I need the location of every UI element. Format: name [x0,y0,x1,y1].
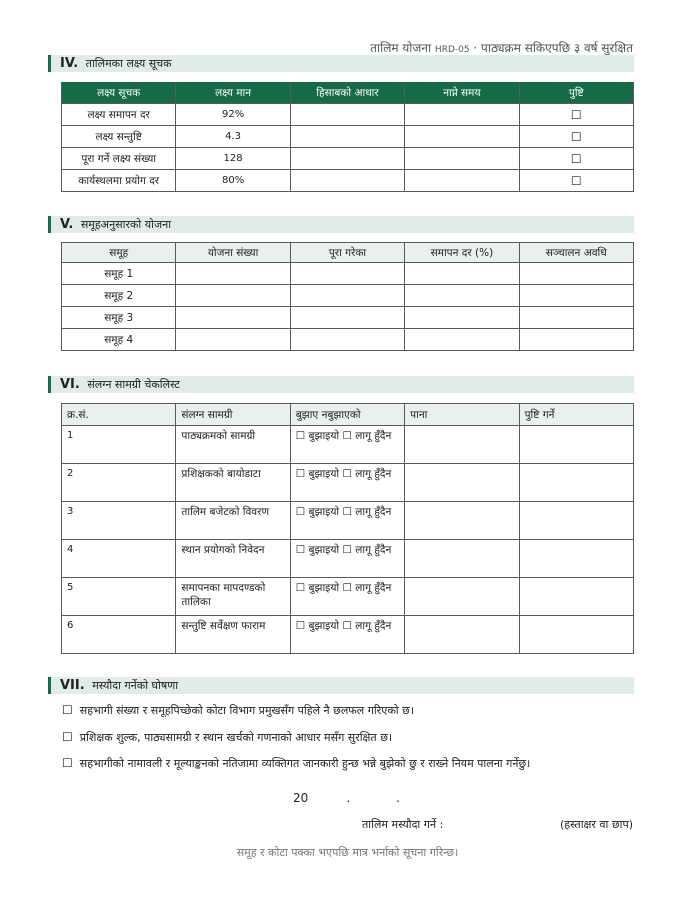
table-row [62,148,634,170]
target-value-cell: 80% [176,170,290,192]
declaration-text: प्रशिक्षक शुल्क, पाठ्यसामग्री र स्थान खर्चको गणनाको आधार मसँग सुरक्षित छ। [79,731,393,744]
table-row [62,126,634,148]
table-row [62,170,634,192]
declaration-checkbox[interactable]: ☐ [62,730,73,744]
indicator-cell: कार्यस्थलमा प्रयोग दर [62,170,176,192]
verifier-cell[interactable] [519,540,633,578]
declaration-item [62,730,392,745]
target-value-cell: 4.3 [176,126,290,148]
section-7-title: मस्यौदा गर्नेको घोषणा [92,679,179,692]
column-header: लक्ष्य सूचक [62,83,176,104]
section-5-heading [48,216,634,233]
column-header: समापन दर (%) [405,243,519,263]
completion-rate-cell[interactable] [405,285,519,307]
section-4-heading [48,55,634,72]
table-row [62,616,634,654]
table-row [62,502,634,540]
table-row [62,104,634,126]
column-header: पाना [405,404,519,426]
measure-time-cell[interactable] [405,170,519,192]
target-indicator-table [61,82,634,192]
submission-status-options[interactable]: ☐ बुझाइयो ☐ लागू हुँदैन [290,540,404,578]
plan-count-cell[interactable] [176,329,290,351]
attachment-name-cell: प्रशिक्षकको बायोडाटा [176,464,290,502]
basis-cell[interactable] [290,126,404,148]
basis-cell[interactable] [290,104,404,126]
header-subtitle: · पाठ्यक्रम सकिएपछि ३ वर्ष सुरक्षित [473,41,633,55]
attachment-name-cell: पाठ्यक्रमको सामग्री [176,426,290,464]
plan-count-cell[interactable] [176,285,290,307]
group-plan-table [61,242,634,351]
column-header: योजना संख्या [176,243,290,263]
table-row [62,263,634,285]
declaration-checkbox[interactable]: ☐ [62,703,73,717]
measure-time-cell[interactable] [405,148,519,170]
verifier-cell[interactable] [519,578,633,616]
table-header-row [62,404,634,426]
verifier-cell[interactable] [519,616,633,654]
declaration-checkbox[interactable]: ☐ [62,756,73,770]
section-4-number: IV. [60,56,79,71]
section-6-heading [48,376,634,393]
column-header: नाप्ने समय [405,83,519,104]
confirm-checkbox[interactable]: ☐ [519,104,633,126]
page-count-cell[interactable] [405,426,519,464]
section-5-title: समूहअनुसारको योजना [80,218,172,231]
column-header: पुष्टि [519,83,633,104]
table-row [62,540,634,578]
plan-count-cell[interactable] [176,307,290,329]
column-header: क्र.सं. [62,404,176,426]
column-header: समूह [62,243,176,263]
page-count-cell[interactable] [405,578,519,616]
page-count-cell[interactable] [405,616,519,654]
serial-number-cell: 6 [62,616,176,654]
serial-number-cell: 1 [62,426,176,464]
completed-cell[interactable] [290,329,404,351]
section-7-number: VII. [60,678,85,693]
table-row [62,307,634,329]
attachment-name-cell: सन्तुष्टि सर्वेक्षण फाराम [176,616,290,654]
table-header-row [62,83,634,104]
attachment-name-cell: समापनका मापदण्डको तालिका [176,578,290,616]
column-header: पूरा गरेका [290,243,404,263]
completed-cell[interactable] [290,263,404,285]
period-cell[interactable] [519,263,633,285]
page-count-cell[interactable] [405,502,519,540]
serial-number-cell: 5 [62,578,176,616]
declaration-item [62,756,530,771]
declaration-text: सहभागी संख्या र समूहपिच्छेको कोटा विभाग प्रमुखसँग पहिले नै छलफल गरिएको छ। [79,704,415,717]
period-cell[interactable] [519,285,633,307]
serial-number-cell: 4 [62,540,176,578]
column-header: सञ्चालन अवधि [519,243,633,263]
table-row [62,285,634,307]
attachment-name-cell: स्थान प्रयोगको निवेदन [176,540,290,578]
completion-rate-cell[interactable] [405,329,519,351]
verifier-cell[interactable] [519,426,633,464]
attachment-checklist-table [61,403,634,654]
completion-rate-cell[interactable] [405,307,519,329]
completed-cell[interactable] [290,307,404,329]
plan-count-cell[interactable] [176,263,290,285]
header-code: HRD-05 [434,45,470,55]
confirm-checkbox[interactable]: ☐ [519,170,633,192]
submission-status-options[interactable]: ☐ बुझाइयो ☐ लागू हुँदैन [290,502,404,540]
table-row [62,578,634,616]
column-header: पुष्टि गर्ने [519,404,633,426]
column-header: संलग्न सामग्री [176,404,290,426]
table-header-row [62,243,634,263]
section-4-title: तालिमका लक्ष्य सूचक [85,57,172,70]
table-row [62,329,634,351]
section-7-heading [48,677,634,694]
indicator-cell: लक्ष्य समापन दर [62,104,176,126]
submission-status-options[interactable]: ☐ बुझाइयो ☐ लागू हुँदैन [290,464,404,502]
section-6-number: VI. [60,377,80,392]
basis-cell[interactable] [290,170,404,192]
indicator-cell: पूरा गर्ने लक्ष्य संख्या [62,148,176,170]
column-header: बुझाए नबुझाएको [290,404,404,426]
table-row [62,426,634,464]
signer-label: तालिम मस्यौदा गर्ने : [362,818,444,831]
confirm-checkbox[interactable]: ☐ [519,148,633,170]
date-field[interactable]: 20 . . [293,791,400,805]
submission-status-options[interactable]: ☐ बुझाइयो ☐ लागू हुँदैन [290,426,404,464]
serial-number-cell: 3 [62,502,176,540]
declaration-item [62,703,414,718]
submission-status-options[interactable]: ☐ बुझाइयो ☐ लागू हुँदैन [290,616,404,654]
confirm-checkbox[interactable]: ☐ [519,126,633,148]
page-count-cell[interactable] [405,540,519,578]
completion-rate-cell[interactable] [405,263,519,285]
footer-note: समूह र कोटा पक्का भएपछि मात्र भर्नाको सूचना गरिन्छ। [236,846,459,859]
verifier-cell[interactable] [519,502,633,540]
group-cell: समूह 4 [62,329,176,351]
column-header: हिसाबको आधार [290,83,404,104]
declaration-text: सहभागीको नामावली र मूल्याङ्कनको नतिजामा व्यक्तिगत जानकारी हुन्छ भन्ने बुझेको छु र राख्ने नियम पालना गर्नेछु। [79,757,531,770]
page-count-cell[interactable] [405,464,519,502]
table-row [62,464,634,502]
measure-time-cell[interactable] [405,104,519,126]
target-value-cell: 128 [176,148,290,170]
group-cell: समूह 1 [62,263,176,285]
header-title: तालिम योजना [370,41,432,55]
section-5-number: V. [60,217,74,232]
completed-cell[interactable] [290,285,404,307]
signature-field[interactable]: (हस्ताक्षर वा छाप) [560,818,633,831]
measure-time-cell[interactable] [405,126,519,148]
serial-number-cell: 2 [62,464,176,502]
group-cell: समूह 3 [62,307,176,329]
period-cell[interactable] [519,307,633,329]
submission-status-options[interactable]: ☐ बुझाइयो ☐ लागू हुँदैन [290,578,404,616]
period-cell[interactable] [519,329,633,351]
section-6-title: संलग्न सामग्री चेकलिस्ट [87,378,180,391]
target-value-cell: 92% [176,104,290,126]
group-cell: समूह 2 [62,285,176,307]
indicator-cell: लक्ष्य सन्तुष्टि [62,126,176,148]
attachment-name-cell: तालिम बजेटको विवरण [176,502,290,540]
running-header [370,39,633,56]
column-header: लक्ष्य मान [176,83,290,104]
verifier-cell[interactable] [519,464,633,502]
basis-cell[interactable] [290,148,404,170]
